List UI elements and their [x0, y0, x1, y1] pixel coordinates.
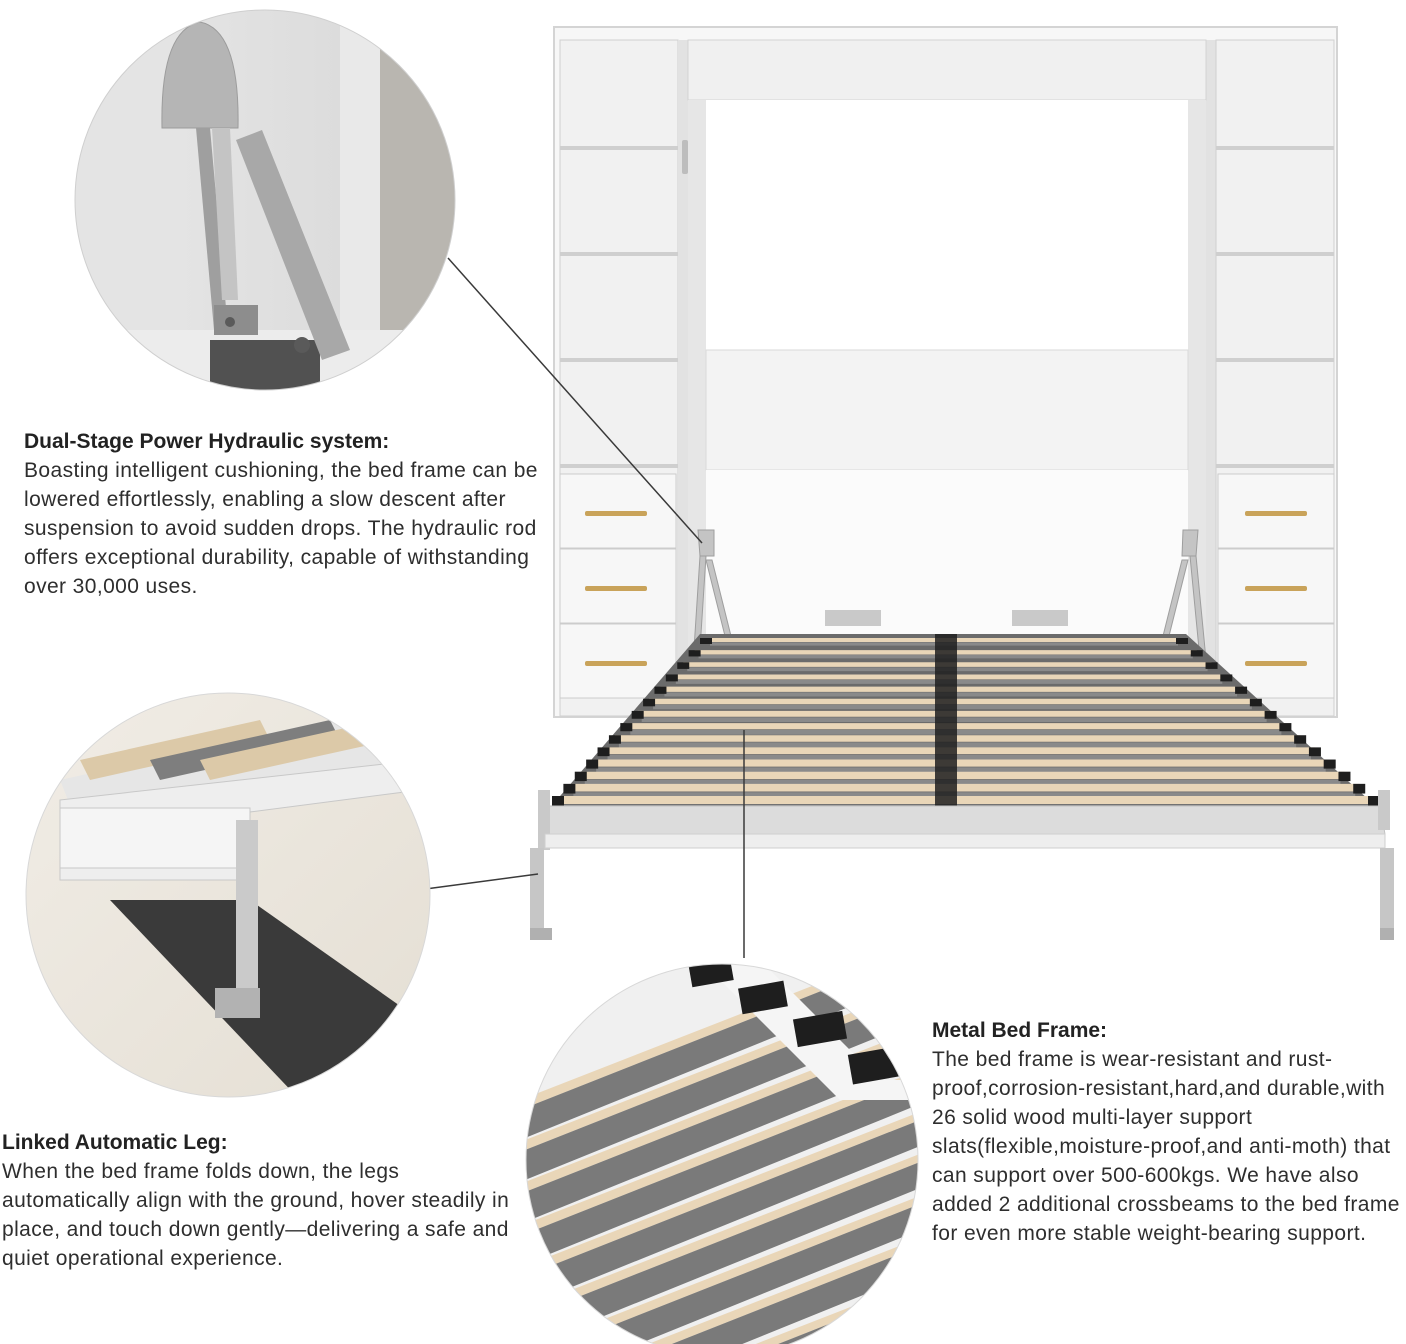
feature-leg [2, 1129, 522, 1273]
slat-holder [1338, 772, 1350, 781]
bed-leg [530, 848, 544, 938]
slat-holder [1191, 650, 1203, 656]
slat-holder [609, 735, 621, 743]
slat-holder [654, 687, 666, 694]
bed-cavity [682, 40, 1206, 710]
left-bookcase [560, 40, 688, 716]
slat-holder [620, 723, 632, 731]
slat-holder [1206, 662, 1218, 669]
slat-holder [1324, 760, 1336, 769]
slat-holder [1294, 735, 1306, 743]
slat-holder [563, 784, 575, 794]
slat-holder [1265, 711, 1277, 719]
feature-leg-title: Linked Automatic Leg: [2, 1131, 228, 1154]
slat-holder [1250, 699, 1262, 707]
drawer-handle [585, 511, 647, 516]
slat-holder [677, 662, 689, 669]
slat-holder [632, 711, 644, 719]
slat-holder [586, 760, 598, 769]
feature-leg-body: When the bed frame folds down, the legs automatically align with the ground, hover steadily in place, and touch down gently—delivering a safe and quiet operational experience. [2, 1160, 510, 1270]
slat-holder [1220, 674, 1232, 681]
slat-holder [1353, 784, 1365, 794]
slat-holder [1235, 687, 1247, 694]
slat-holder [1176, 638, 1188, 644]
drawer-handle [1245, 511, 1307, 516]
feature-frame-title: Metal Bed Frame: [932, 1019, 1108, 1042]
bed-leg [1380, 848, 1394, 938]
feature-frame-body: The bed frame is wear-resistant and rust-proof,corrosion-resistant,hard,and durable,with 26 solid wood multi-layer support slats(flexible,moisture-proof,and anti-moth) that can support over 500-600kgs. We have also added 2 additional crossbeams to the bed frame for even more stable weight-bearing support. [932, 1048, 1400, 1245]
drawer-handle [1245, 586, 1307, 591]
slat-holder [1309, 747, 1321, 756]
slat-holder [666, 674, 678, 681]
callout-line-leg [418, 874, 538, 890]
detail-circle-slats [520, 940, 930, 1344]
right-bookcase [1206, 40, 1334, 716]
feature-hydraulic-title: Dual-Stage Power Hydraulic system: [24, 430, 390, 453]
slat-holder [552, 796, 564, 806]
drawer-handle [585, 661, 647, 666]
drawer-handle [1245, 661, 1307, 666]
detail-circle-leg [20, 690, 440, 1110]
detail-circle-hydraulic [70, 0, 470, 400]
slat-holder [689, 650, 701, 656]
drawer-handle [585, 586, 647, 591]
feature-hydraulic [24, 428, 544, 601]
slat-holder [575, 772, 587, 781]
slat-holder [1279, 723, 1291, 731]
slat-holder [643, 699, 655, 707]
wall-bed-assembly [530, 27, 1394, 940]
feature-hydraulic-body: Boasting intelligent cushioning, the bed frame can be lowered effortlessly, enabling a slow descent after suspension to avoid sudden drops. The hydraulic rod offers exceptional durability, capable of withstanding over 30,000 uses. [24, 459, 538, 598]
feature-frame [932, 1017, 1402, 1248]
slat-holder [700, 638, 712, 644]
slat-holder [598, 747, 610, 756]
